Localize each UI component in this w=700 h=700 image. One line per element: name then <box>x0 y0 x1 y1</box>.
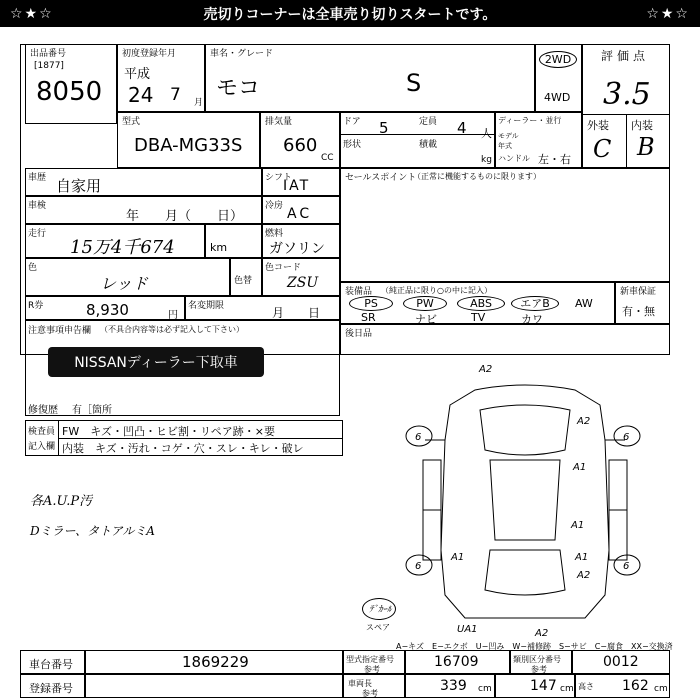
inspector-label1: 検査員 <box>28 427 56 437</box>
new-car-label: 新車保証 <box>620 287 657 297</box>
damage-mark-9: UA1 <box>457 624 478 635</box>
banner-text: 売切りコーナーは全車売り切りスタートです。 <box>203 6 497 23</box>
reg-month: 7 <box>170 85 181 105</box>
capacity: 4 <box>457 119 467 137</box>
car-name: モコ <box>216 76 261 101</box>
equip-tv: TV <box>471 311 486 324</box>
shift-cell <box>262 168 340 196</box>
model-year-label: モデル年式 <box>498 132 519 150</box>
color: レッド <box>100 274 148 293</box>
ext-label: 外装 <box>587 119 609 132</box>
displacement-label: 排気量 <box>265 117 293 127</box>
hand-note-1: 各A.U.P汚 <box>30 494 93 509</box>
reg-label-cell <box>20 674 85 698</box>
lot-label: 出品番号 <box>30 49 67 59</box>
inspector-fw-line: FW キズ・凹凸・ヒビ割・リペア跡・×要 <box>62 425 275 438</box>
inspector-label2: 記入欄 <box>28 442 56 452</box>
height-cell <box>575 674 670 698</box>
equip-airbag: エアB <box>511 296 559 311</box>
inspector-divider <box>58 438 343 439</box>
model: DBA-MG33S <box>134 135 243 156</box>
fuel-cell <box>262 224 340 258</box>
eval-divider-v <box>626 114 627 168</box>
aircon: AC <box>287 206 313 222</box>
kg: kg <box>481 155 492 165</box>
sales-point-cell <box>340 168 670 282</box>
damage-mark-6: A2 <box>577 570 591 581</box>
class-ref: 参考 <box>531 665 547 674</box>
len-cm: cm <box>478 684 492 694</box>
equip-navi: ナビ <box>415 313 437 326</box>
mileage-cell <box>25 224 205 258</box>
first-reg-label: 初度登録年月 <box>122 49 177 59</box>
lot-small: [1877] <box>34 61 64 71</box>
sticker-text: ﾃﾞｶｰﾙ <box>369 605 392 615</box>
lot-number: 8050 <box>36 77 103 107</box>
damage-mark-2: A2 <box>577 416 591 427</box>
damage-mark-7: A1 <box>575 552 589 563</box>
windshield <box>480 405 570 455</box>
height-label: 高さ <box>578 682 594 691</box>
eval-label: 評価点 <box>601 49 650 63</box>
repair: 有［箇所 <box>72 405 112 416</box>
rear-window <box>485 550 565 595</box>
displacement: 660 <box>283 135 318 156</box>
color-cell <box>25 258 230 296</box>
width: 147 <box>530 678 557 694</box>
capacity-label: 定員 <box>419 117 438 127</box>
tire-mark-rl: 6 <box>415 561 422 572</box>
car-diagram <box>395 360 665 640</box>
inspector-int-line: 内装 キズ・汚れ・コゲ・穴・スレ・キレ・破レ <box>62 442 304 455</box>
equip-pw: PW <box>403 296 447 311</box>
doors-cell <box>340 112 495 168</box>
damage-mark-3: A1 <box>573 462 587 473</box>
damage-mark-1: A2 <box>479 364 493 375</box>
drive-4wd: 4WD <box>544 91 571 104</box>
color-change-cell <box>230 258 262 296</box>
int-label: 内装 <box>631 119 653 132</box>
month-unit: 月 <box>194 98 204 108</box>
car-name-label: 車名・グレード <box>210 49 274 59</box>
repair-label: 修復歴 <box>28 405 58 416</box>
equip-kawa: カワ <box>521 313 543 326</box>
equip-aw: AW <box>575 297 593 310</box>
ext-grade: C <box>593 135 612 163</box>
doors-label: ドア <box>343 117 361 127</box>
drive-2wd: 2WD <box>539 51 577 68</box>
type-label: 型式指定番号 <box>346 655 394 664</box>
color-code-cell <box>262 258 340 296</box>
class-cell <box>572 650 670 674</box>
equipment-small: （純正品に限り○の中に記入） <box>381 286 492 295</box>
doors-divider <box>340 134 495 135</box>
hand-note-2: Dミラー、タトアルミA <box>30 524 155 538</box>
len-label-cell <box>343 674 405 698</box>
name-change-label: 名変期限 <box>188 301 225 311</box>
len-label: 車両長 <box>348 679 372 688</box>
chassis: 1869229 <box>182 653 249 671</box>
reg-label: 登録番号 <box>29 682 73 695</box>
yen: 円 <box>168 310 178 321</box>
vehicle-class-label: 車歴 <box>28 173 47 183</box>
type-label-cell <box>343 650 405 674</box>
cc: CC <box>321 153 334 163</box>
new-car: 有・無 <box>622 305 655 318</box>
equipment-cell <box>340 282 615 324</box>
color-code-label: 色コード <box>265 263 302 273</box>
inspection: 年 月（ 日） <box>126 209 244 224</box>
displacement-cell <box>260 112 340 168</box>
mileage: 15万4千674 <box>70 237 175 258</box>
damage-mark-8: A2 <box>535 628 549 639</box>
tire-mark-rr: 6 <box>623 561 630 572</box>
handle-label: ハンドル <box>498 154 530 163</box>
fuel-label: 燃料 <box>265 229 284 239</box>
type-cell <box>405 650 510 674</box>
width-cm: cm <box>560 684 574 694</box>
sticker-small: スペア <box>366 623 390 632</box>
aircon-cell <box>262 196 340 224</box>
len: 339 <box>440 678 467 694</box>
lot-cell <box>25 44 117 124</box>
chassis-label: 車台番号 <box>29 658 73 671</box>
color-code: ZSU <box>287 275 319 291</box>
reg-year: 24 <box>128 83 154 107</box>
reg-cell <box>85 674 343 698</box>
grade: S <box>406 69 422 97</box>
sales-point-small: （正常に機能するものに限ります） <box>413 172 541 181</box>
first-reg-cell <box>117 44 205 112</box>
recycle-cell <box>25 296 185 320</box>
inspector-divider-v <box>58 420 59 456</box>
recycle-label: R券 <box>28 301 44 311</box>
fuel: ガソリン <box>269 241 325 257</box>
km: km <box>210 241 228 254</box>
damage-legend: A−キズ E−エクボ U−凹み W−補修跡 S−サビ C−腐食 XX−交換済 <box>396 642 673 651</box>
drive-cell <box>535 44 582 112</box>
damage-mark-5: A1 <box>451 552 465 563</box>
mileage-label: 走行 <box>28 229 47 239</box>
equip-abs: ABS <box>457 296 505 311</box>
capacity-unit: 人 <box>481 127 492 140</box>
dealer-cell <box>495 112 582 168</box>
dealer-badge: NISSANディーラー下取車 <box>48 347 264 377</box>
equipment-label: 装備品 <box>345 287 373 297</box>
shift: IAT <box>283 178 311 194</box>
car-name-cell <box>205 44 535 112</box>
vehicle-class-cell <box>25 168 262 196</box>
class-no: 0012 <box>603 654 639 670</box>
model-label: 型式 <box>122 117 141 127</box>
roof <box>490 460 560 540</box>
notes-small: （不具合内容等は必ず記入して下さい） <box>100 325 244 334</box>
shift-label: シフト <box>265 173 293 183</box>
chassis-label-cell <box>20 650 85 674</box>
sales-point-label: セールスポイント <box>345 173 417 183</box>
class-label: 類別区分番号 <box>513 655 561 664</box>
height: 162 <box>622 678 649 694</box>
color-label: 色 <box>28 263 38 273</box>
height-cm: cm <box>654 684 668 694</box>
km-cell <box>205 224 262 258</box>
type-no: 16709 <box>434 654 479 670</box>
top-banner <box>0 0 700 27</box>
name-change-cell <box>185 296 340 320</box>
banner-stars-right: ☆★☆ <box>646 5 690 22</box>
equip-sr: SR <box>361 311 376 324</box>
notes-cell <box>25 320 340 416</box>
new-car-cell <box>615 282 670 324</box>
banner-stars-left: ☆★☆ <box>10 5 54 22</box>
tire-mark-fl: 6 <box>415 432 422 443</box>
len-ref: 参考 <box>362 689 378 698</box>
name-change: 月 日 <box>272 306 321 320</box>
vehicle-class: 自家用 <box>56 177 102 195</box>
damage-mark-4: A1 <box>571 520 585 531</box>
type-ref: 参考 <box>364 665 380 674</box>
tire-mark-fr: 6 <box>623 432 630 443</box>
era: 平成 <box>124 67 151 82</box>
model-cell <box>117 112 260 168</box>
recycle: 8,930 <box>86 301 129 319</box>
len-cell <box>405 674 495 698</box>
chassis-cell <box>85 650 343 674</box>
rear-seat-label: 後日品 <box>345 329 373 339</box>
shape-label: 形状 <box>343 140 362 150</box>
load-label: 積載 <box>419 140 438 150</box>
doors: 5 <box>379 119 389 137</box>
handle: 左・右 <box>538 153 571 166</box>
class-label-cell <box>510 650 572 674</box>
color-change-label: 色替 <box>234 276 253 286</box>
score: 3.5 <box>603 77 651 112</box>
int-grade: B <box>637 133 655 161</box>
notes-label: 注意事項申告欄 <box>28 326 92 336</box>
width-cell <box>495 674 575 698</box>
sticker-oval <box>362 598 396 620</box>
equip-ps: PS <box>349 296 393 311</box>
rear-seat-cell <box>340 324 670 355</box>
inspection-cell <box>25 196 262 224</box>
aircon-label: 冷房 <box>265 201 284 211</box>
dealer-label: ディーラー・並行 <box>498 116 562 125</box>
inspection-label: 車検 <box>28 201 47 211</box>
